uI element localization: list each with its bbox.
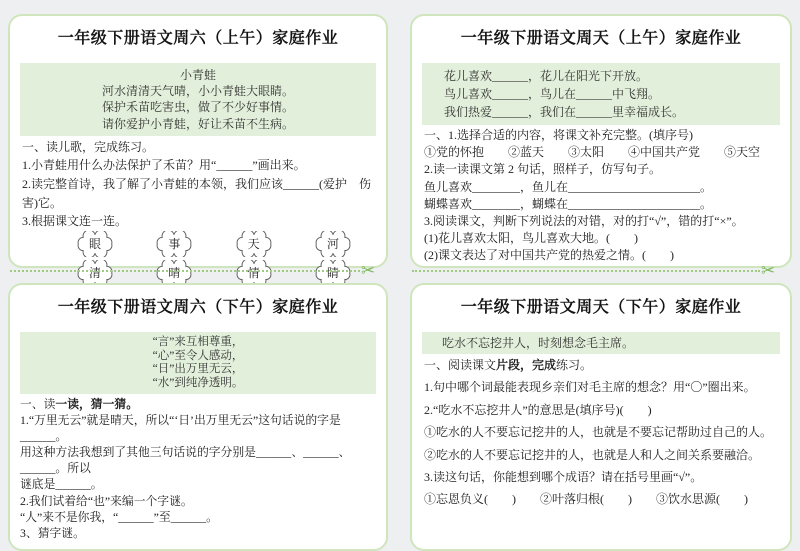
- questions-area: [424, 354, 778, 511]
- cloud-char: 睛: [326, 265, 339, 280]
- passage-line: “日”出万里无云，: [152, 363, 244, 375]
- questions-area: [20, 396, 376, 541]
- reading-passage-box: [20, 332, 376, 394]
- section-bold: 一读，猜一猜。: [55, 397, 138, 411]
- question-line: 蝴蝶喜欢________，蝴蝶在______________________。: [424, 196, 713, 211]
- section-heading: 一、1.选择合适的内容，将课文补充完整。(填序号): [424, 128, 693, 142]
- cloud-char: 晴: [168, 265, 181, 280]
- section-heading: 一、读儿歌，完成练习。: [22, 139, 155, 154]
- questions-area: [22, 138, 374, 231]
- passage-line: “言”来互相尊重，: [152, 336, 244, 348]
- cloud-char: 情: [247, 265, 260, 280]
- cloud-char: 眼: [88, 236, 101, 251]
- question-line: 1.小青蛙用什么办法保护了禾苗？用“______”画出来。: [22, 158, 306, 173]
- worksheet-card-saturday-am: [8, 14, 388, 280]
- cut-dotted-line: [412, 270, 760, 272]
- reading-passage-box: [422, 332, 780, 354]
- cloud-bubble: [233, 260, 275, 286]
- scissors-icon: ✂: [761, 261, 776, 281]
- worksheet-title: 一年级下册语文周天（下午）家庭作业: [460, 299, 742, 316]
- question-line: ①吃水的人不要忘记挖井的人，也就是不要忘记帮助过自己的人。: [424, 425, 773, 440]
- section-bold: 片段，完成: [496, 358, 557, 372]
- cut-dotted-line: [10, 270, 360, 272]
- passage-line: “心”至令人感动，: [152, 349, 244, 362]
- match-clouds-row-1: [74, 231, 354, 257]
- passage-line: 河水清清天气晴，小小青蛙大眼睛。: [101, 84, 294, 99]
- question-line: 2.读完整首诗，我了解了小青蛙的本领，我们应该______(爱护 伤害)它。: [22, 177, 371, 210]
- section-tail: 练习。: [556, 358, 593, 372]
- question-line: 用这种方法我想到了其他三句话说的字分别是______、______、______。所以: [20, 445, 351, 476]
- cloud-bubble: [312, 231, 354, 257]
- cloud-bubble: [153, 260, 195, 286]
- question-line: 谜底是______。: [20, 477, 103, 492]
- question-line: (2)课文表达了对中国共产党的热爱之情。( ): [424, 248, 674, 263]
- cloud-char: 事: [168, 236, 181, 251]
- question-line: 3、猜字谜。: [20, 525, 85, 540]
- question-line: 鱼儿喜欢________，鱼儿在______________________。: [424, 179, 713, 194]
- cloud-bubble: [312, 260, 354, 286]
- passage-line: 吃水不忘挖井人，时刻想念毛主席。: [442, 336, 635, 350]
- worksheet-title: 一年级下册语文周六（上午）家庭作业: [57, 30, 339, 47]
- question-line: 1.句中哪个词最能表现乡亲们对毛主席的想念？用“〇”圈出来。: [424, 380, 756, 395]
- worksheet-title: 一年级下册语文周天（上午）家庭作业: [460, 30, 742, 47]
- passage-line: 请你爱护小青蛙，好让禾苗不生病。: [101, 116, 294, 131]
- passage-line: 我们热爱______，我们在______里幸福成长。: [444, 105, 685, 119]
- cloud-char: 天: [247, 236, 260, 251]
- question-line: (1)花儿喜欢太阳，鸟儿喜欢大地。( ): [424, 231, 638, 246]
- match-clouds-row-2: [74, 260, 354, 286]
- cloud-bubble: [74, 260, 116, 286]
- question-line: 2.“吃水不忘挖井人”的意思是(填序号)( ): [424, 402, 652, 417]
- worksheet-card-saturday-pm: [8, 283, 388, 551]
- worksheet-title: 一年级下册语文周六（下午）家庭作业: [57, 299, 339, 316]
- question-line: 2.读一读课文第 2 句话，照样子，仿写句子。: [424, 162, 662, 177]
- cloud-bubble: [153, 231, 195, 257]
- cloud-bubble: [74, 231, 116, 257]
- section-heading: [20, 396, 376, 412]
- section-lead: 一、阅读课文: [424, 358, 497, 372]
- question-line: 3.根据课文连一连。: [22, 214, 128, 229]
- passage-line: 保护禾苗吃害虫，做了不少好事情。: [101, 100, 294, 115]
- question-line: 1.“万里无云”就是晴天，所以“‘日’出万里无云”这句话说的字是______。: [20, 413, 341, 444]
- question-line: “人”来不是你我，“______”至______。: [20, 509, 218, 524]
- section-heading: [424, 354, 778, 376]
- question-line: ①忘恩负义( ) ②叶落归根( ) ③饮水思源( ): [424, 492, 748, 507]
- reading-passage-box: [422, 63, 780, 125]
- passage-line: 花儿喜欢______，花儿在阳光下开放。: [444, 69, 649, 83]
- cloud-char: 清: [88, 265, 101, 280]
- question-line: 3.读这句话，你能想到哪个成语？请在括号里画“√”。: [424, 470, 703, 485]
- question-line: ①党的怀抱 ②蓝天 ③太阳 ④中国共产党 ⑤天空: [424, 145, 761, 160]
- cloud-char: 河: [326, 236, 339, 251]
- reading-passage-box: [20, 63, 376, 136]
- passage-line: 鸟儿喜欢______，鸟儿在______中飞翔。: [444, 87, 661, 101]
- passage-line: “水”到纯净透明。: [152, 376, 244, 389]
- scissors-icon: ✂: [361, 261, 376, 281]
- cloud-bubble: [233, 231, 275, 257]
- worksheet-card-sunday-pm: [410, 283, 792, 551]
- worksheet-card-sunday-am: [410, 14, 792, 268]
- section-lead: 一、读: [20, 397, 56, 411]
- question-line: 2.我们试着给“也”来编一个字谜。: [20, 493, 193, 508]
- questions-area: [424, 127, 778, 265]
- question-line: ②吃水的人不要忘记挖井的人，也就是人和人之间关系要融洽。: [424, 447, 761, 462]
- passage-title: 小青蛙: [179, 68, 216, 82]
- question-line: 3.阅读课文，判断下列说法的对错，对的打“√”，错的打“×”。: [424, 214, 744, 229]
